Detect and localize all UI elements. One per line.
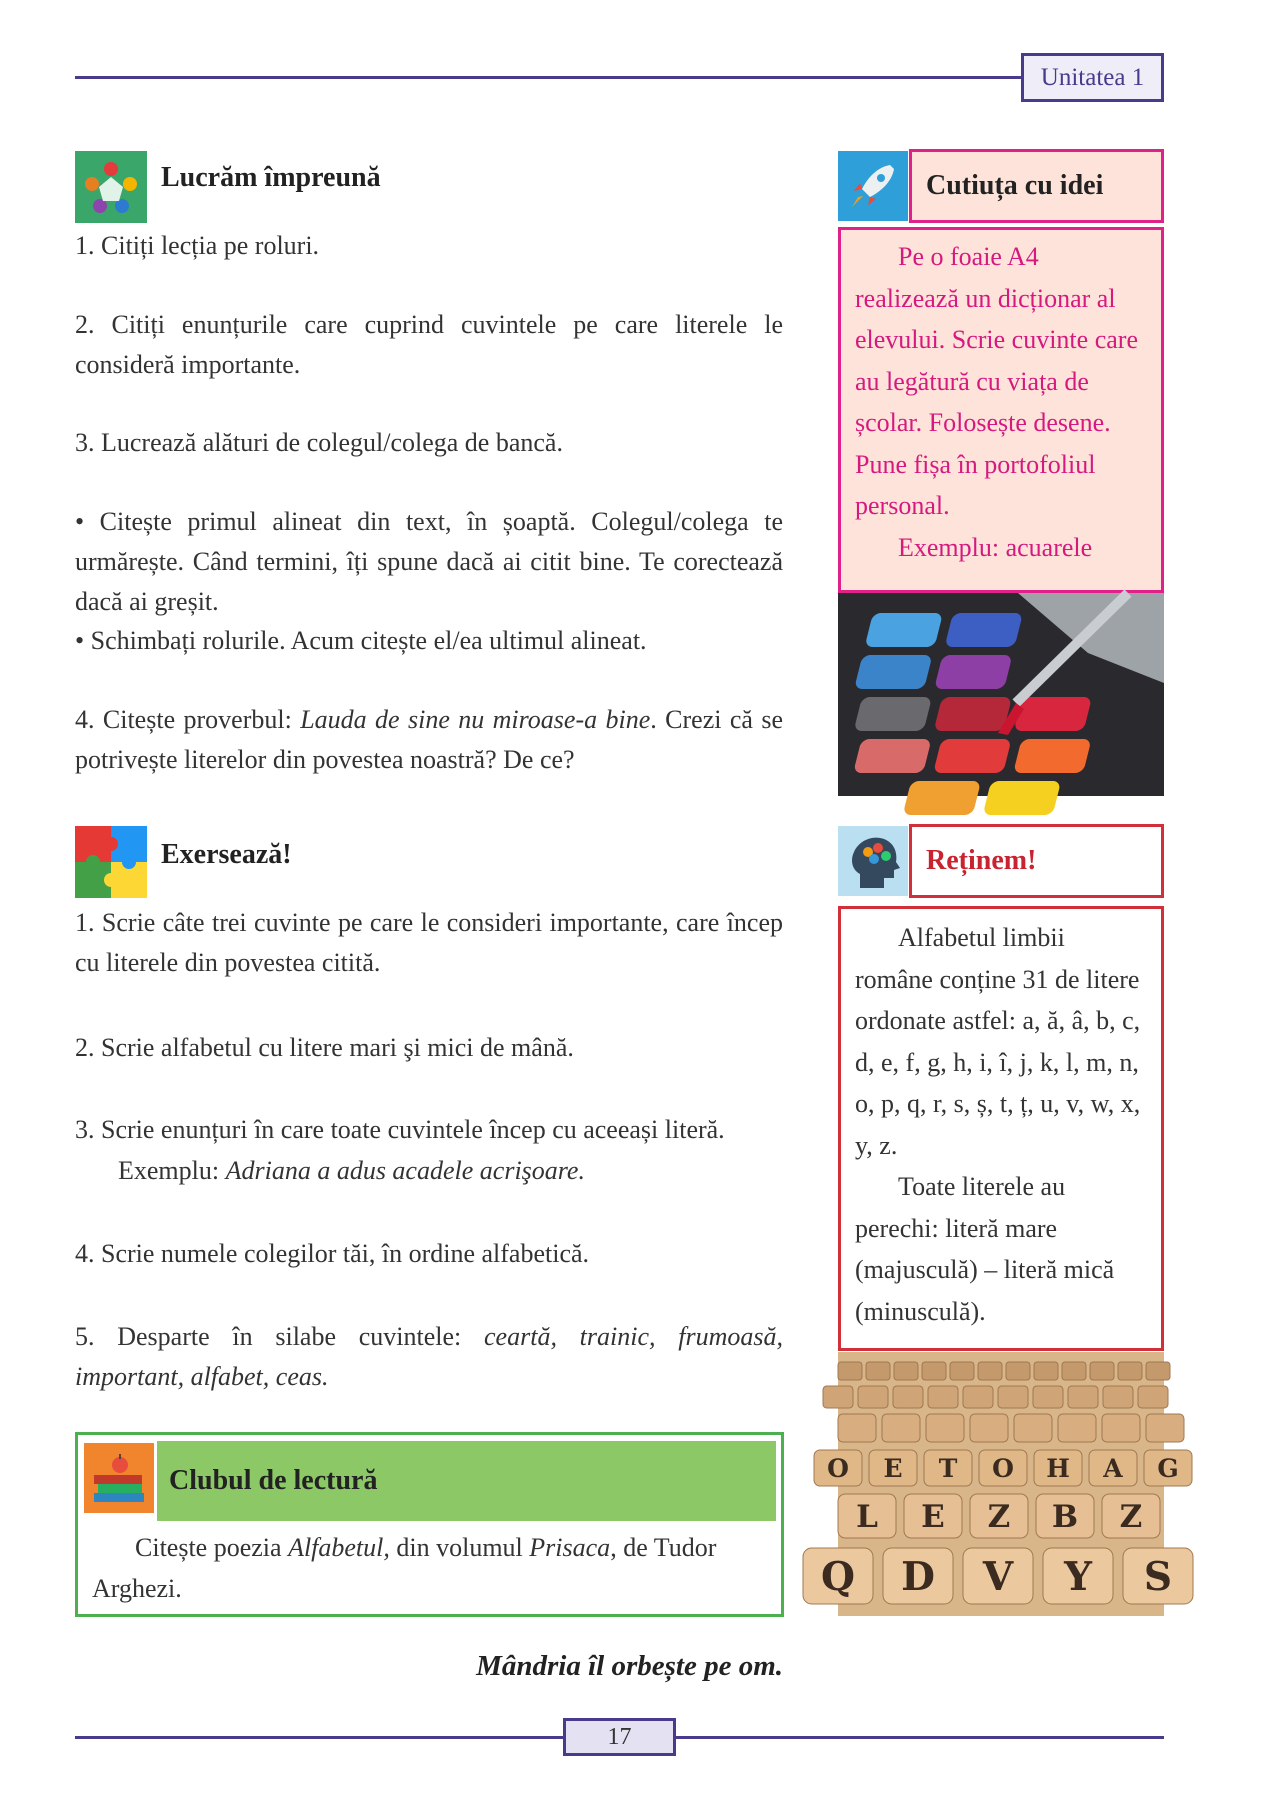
- rocket-icon: [838, 151, 908, 221]
- club-text: [92, 1527, 752, 1609]
- watercolor-palette-image: [838, 593, 1164, 796]
- exerseaza-example: [75, 1151, 783, 1191]
- letter-die: [866, 1362, 890, 1380]
- lucram-item-2: 2. Citiți enunțurile care cuprind cuvintele pe care literele le consideră importante.: [75, 310, 783, 379]
- letter-die: [838, 1362, 862, 1380]
- die-letter: S: [1143, 1554, 1173, 1600]
- proverb: Lauda de sine nu miroase-a bine: [300, 705, 651, 734]
- club-title: Clubul de lectură: [169, 1465, 378, 1496]
- lucram-item-3: 3. Lucrează alături de colegul/colega de bancă.: [75, 428, 563, 457]
- letter-die: [1014, 1414, 1052, 1442]
- letter-die: [858, 1386, 888, 1408]
- exerseaza-item-3: 3. Scrie enunțuri în care toate cuvintele încep cu aceeași literă.: [75, 1115, 725, 1144]
- die-letter: E: [921, 1499, 945, 1535]
- die-letter: G: [1157, 1454, 1179, 1483]
- letter-die: [950, 1362, 974, 1380]
- retinem-text-1: Alfabetul limbii române conține 31 de litere ordonate astfel: a, ă, â, b, c, d, e, f, g, h, i, î, j, k, l, m, n, o, p, q, r, s, ș, t, ț, u, v, w, x, y, z.: [855, 923, 1141, 1160]
- letter-die: [1138, 1386, 1168, 1408]
- header-rule: [75, 76, 1021, 79]
- die-letter: T: [938, 1454, 958, 1483]
- letter-die: [1146, 1362, 1170, 1380]
- die-letter: Y: [1064, 1554, 1092, 1600]
- poem-title: Alfabetul,: [288, 1533, 390, 1562]
- die-letter: D: [901, 1554, 935, 1600]
- letter-die: [998, 1386, 1028, 1408]
- letter-die: [894, 1362, 918, 1380]
- exerseaza-item-4: 4. Scrie numele colegilor tăi, în ordine alfabetică.: [75, 1239, 590, 1268]
- die-letter: Z: [1119, 1499, 1143, 1535]
- letter-die: [926, 1414, 964, 1442]
- section-title-exerseaza: Exersează!: [161, 839, 292, 870]
- brain-icon: [838, 826, 908, 896]
- cutiuta-example: Exemplu: acuarele: [898, 532, 1093, 562]
- letter-die: [838, 1414, 876, 1442]
- lucram-item-4-rest: . Crezi că se potrivește literelor din povestea noastră? De ce?: [75, 705, 783, 774]
- letter-die: [1118, 1362, 1142, 1380]
- dice-svg: [821, 1352, 1179, 1616]
- cutiuta-header: [909, 149, 1164, 223]
- volume-title: Prisaca: [529, 1533, 611, 1562]
- puzzle-icon: [75, 826, 147, 898]
- letter-dice-image: [821, 1352, 1179, 1616]
- unit-label: Unitatea 1: [1021, 53, 1164, 102]
- die-letter: Z: [987, 1499, 1011, 1535]
- club-header: [157, 1441, 776, 1521]
- lucram-item-1: 1. Citiți lecția pe roluri.: [75, 231, 320, 260]
- retinem-title: Reținem!: [926, 845, 1037, 876]
- club-text-b: din volumul: [389, 1533, 530, 1562]
- die-letter: V: [982, 1554, 1014, 1600]
- die-letter: O: [992, 1454, 1014, 1483]
- books-icon: [84, 1443, 154, 1513]
- letter-die: [1068, 1386, 1098, 1408]
- exerseaza-item-5: [75, 1317, 783, 1397]
- lucram-bullet-1: • Citește primul alineat din text, în șoaptă. Colegul/colega te urmărește. Când termini, îți spune dacă ai citit bine. Te corectează dacă ai greșit.: [75, 507, 783, 616]
- die-letter: A: [1103, 1454, 1123, 1483]
- letter-die: [1033, 1386, 1063, 1408]
- example-label: Exemplu:: [118, 1156, 226, 1185]
- letter-die: [978, 1362, 1002, 1380]
- retinem-text-2: Toate literele au perechi: literă mare (majusculă) – literă mică (minusculă).: [855, 1172, 1115, 1326]
- retinem-box: [838, 906, 1164, 1351]
- letter-die: [928, 1386, 958, 1408]
- letter-die: [1103, 1386, 1133, 1408]
- letter-die: [893, 1386, 923, 1408]
- club-text-a: Citește poezia: [135, 1533, 289, 1562]
- page-number: 17: [563, 1718, 676, 1756]
- syllable-words: ceartă, trainic, frumoasă, important, alfabet, ceas.: [75, 1322, 783, 1391]
- lucram-bullet-2: • Schimbați rolurile. Acum citește el/ea ultimul alineat.: [75, 626, 647, 655]
- club-box: [75, 1432, 784, 1617]
- die-letter: H: [1046, 1454, 1070, 1483]
- cutiuta-text: Pe o foaie A4 realizează un dicționar al elevului. Scrie cuvinte care au legătură cu viața de școlar. Folosește desene. Pune fișa în portofoliul personal.: [855, 242, 1138, 520]
- letter-die: [1034, 1362, 1058, 1380]
- team-icon: [75, 151, 147, 223]
- die-letter: E: [883, 1454, 903, 1483]
- exerseaza-item-1: 1. Scrie câte trei cuvinte pe care le consideri importante, care încep cu literele din povestea citită.: [75, 908, 783, 977]
- club-text-c: , de Tudor Arghezi.: [92, 1533, 717, 1603]
- die-letter: O: [827, 1454, 849, 1483]
- retinem-header: [909, 824, 1164, 898]
- letter-die: [1146, 1414, 1184, 1442]
- motto: Mândria îl orbește pe om.: [476, 1650, 783, 1682]
- exerseaza-item-5-lead: 5. Desparte în silabe cuvintele:: [75, 1322, 485, 1351]
- letter-die: [922, 1362, 946, 1380]
- letter-die: [1062, 1362, 1086, 1380]
- letter-die: [1006, 1362, 1030, 1380]
- letter-die: [963, 1386, 993, 1408]
- section-title-lucram: Lucrăm împreună: [161, 162, 381, 193]
- die-letter: Q: [821, 1554, 855, 1600]
- lucram-item-4: [75, 700, 783, 780]
- letter-die: [882, 1414, 920, 1442]
- example-sentence: Adriana a adus acadele acrişoare.: [225, 1156, 585, 1185]
- exerseaza-item-2: 2. Scrie alfabetul cu litere mari şi mici de mână.: [75, 1033, 574, 1062]
- lucram-item-4-lead: 4. Citește proverbul:: [75, 705, 301, 734]
- letter-die: [1058, 1414, 1096, 1442]
- letter-die: [970, 1414, 1008, 1442]
- letter-die: [823, 1386, 853, 1408]
- cutiuta-title: Cutiuța cu idei: [926, 170, 1104, 201]
- die-letter: L: [856, 1499, 878, 1535]
- letter-die: [1090, 1362, 1114, 1380]
- die-letter: B: [1051, 1499, 1079, 1535]
- letter-die: [1102, 1414, 1140, 1442]
- cutiuta-box: [838, 227, 1164, 593]
